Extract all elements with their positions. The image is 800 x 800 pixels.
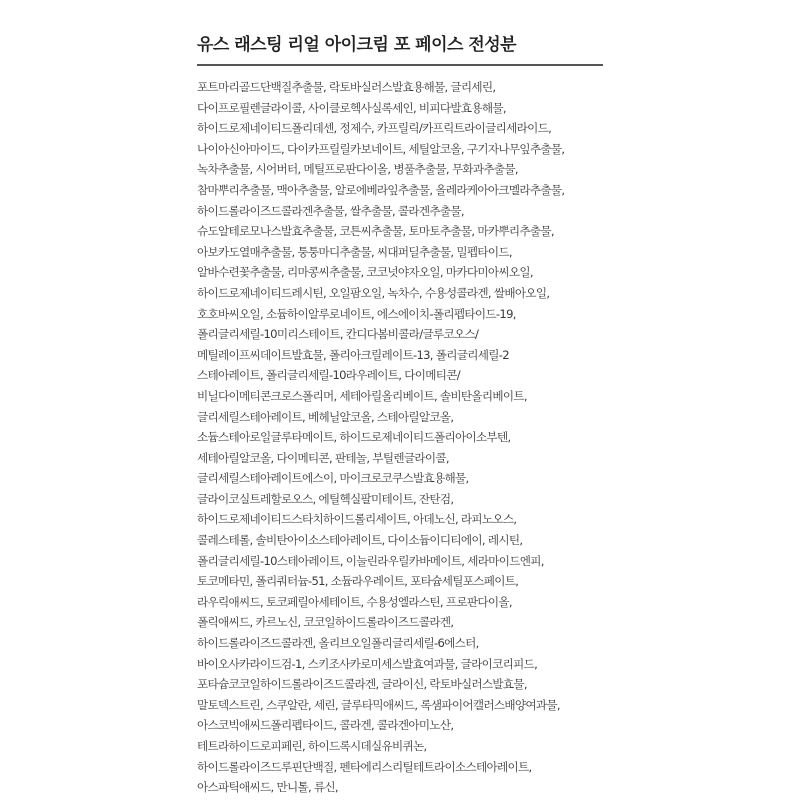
- ingredient-line: 알바수련꽃추출물, 리마콩씨추출물, 코코넛야자오일, 마카다미아씨오일,: [197, 265, 533, 280]
- ingredient-line: 슈도알테로모나스발효추출물, 코튼씨추출물, 토마토추출물, 마카뿌리추출물,: [197, 224, 554, 239]
- ingredient-line: 포트마리골드단백질추출물, 락토바실러스발효용해물, 글리세린,: [197, 80, 496, 94]
- ingredient-line: 글리세릴스테아레이트에스이, 마이크로코쿠스발효용해물,: [197, 471, 469, 486]
- ingredient-line: 참마뿌리추출물, 맥아추출물, 알로에베라잎추출물, 올레라케아아크멜라추출물,: [197, 182, 565, 197]
- ingredient-line: 하이드롤라이즈드루핀단백질, 펜타에리스리틸테트라이소스테아레이트,: [197, 759, 532, 774]
- ingredient-line: 바이오사카라이드검-1, 스키조사카로미세스발효여과물, 글라이코리피드,: [197, 656, 538, 671]
- ingredient-line: 글리세릴스테아레이트, 베헤닐알코올, 스테아릴알코올,: [197, 409, 454, 424]
- ingredient-line: 폴리글리세릴-10스테아레이트, 이눌린라우릴카바메이트, 세라마이드엔피,: [197, 553, 544, 568]
- ingredient-line: 테트라하이드로피페린, 하이드록시데실유비퀴논,: [197, 739, 427, 753]
- ingredient-line: 하이드롤라이즈드콜라겐추출물, 쌀추출물, 콜라겐추출물,: [197, 203, 464, 218]
- ingredient-line: 폴리글리세릴-10미리스테이트, 칸디다봄비콜라/글루코오스/: [197, 327, 479, 342]
- ingredient-line: 비닐다이메티콘크로스폴리머, 세테아릴올리베이트, 솔비탄올리베이트,: [197, 388, 527, 403]
- ingredient-line: 포타슘코코일하이드롤라이즈드콜라겐, 글라이신, 락토바실러스발효물,: [197, 677, 527, 692]
- ingredient-line: 스테아레이트, 폴리글리세릴-10라우레이트, 다이메티콘/: [197, 368, 460, 383]
- ingredient-line: 아보카도열매추출물, 퉁퉁마디추출물, 씨대퍼딜추출물, 밀펩타이드,: [197, 244, 512, 259]
- ingredient-line: 콜레스테롤, 솔비탄아이소스테아레이트, 다이소듐이디티에이, 레시틴,: [197, 533, 523, 548]
- ingredient-line: 소듐스테아로일글루타메이트, 하이드로제네이티드폴리아이소부텐,: [197, 430, 511, 445]
- ingredient-line: 하이드로제네이티드스타치하이드롤리세이트, 아데노신, 라피노오스,: [197, 512, 517, 527]
- ingredient-line: 하이드로제네이티드레시틴, 오일팜오일, 녹차수, 수용성콜라겐, 쌀배아오일,: [197, 285, 550, 300]
- title-divider: [197, 64, 603, 66]
- ingredient-line: 호호바씨오일, 소듐하이알루로네이트, 에스에이치-폴리펩타이드-19,: [197, 306, 516, 321]
- ingredient-line: 메틸레이프씨데이트발효물, 폴리아크릴레이트-13, 폴리글리세릴-2: [197, 347, 509, 362]
- ingredient-list: [197, 77, 617, 798]
- ingredient-line: 아스파틱애씨드, 만니톨, 류신,: [197, 780, 338, 795]
- ingredient-line: 글라이코실트레할로오스, 에틸헥실팔미테이트, 잔탄검,: [197, 491, 454, 506]
- ingredient-line: 하이드롤라이즈드콜라겐, 올리브오일폴리글리세릴-6에스터,: [197, 636, 479, 651]
- page-title: 유스 래스팅 리얼 아이크림 포 페이스 전성분: [197, 35, 517, 55]
- ingredient-line: 아스코빅애씨드폴리펩타이드, 콜라겐, 콜라겐아미노산,: [197, 718, 454, 733]
- ingredient-line: 말토덱스트린, 스쿠알란, 세린, 글루타믹애씨드, 록샘파이어캘러스배양여과물,: [197, 697, 560, 712]
- ingredient-line: 녹차추출물, 시어버터, 메틸프로판다이올, 병풀추출물, 무화과추출물,: [197, 162, 518, 177]
- ingredient-line: 폴릭애씨드, 카르노신, 코코일하이드롤라이즈드콜라겐,: [197, 615, 454, 630]
- ingredient-line: 세테아릴알코올, 다이메티콘, 판테놀, 부틸렌글라이콜,: [197, 450, 449, 465]
- ingredient-line: 하이드로제네이티드폴리데센, 정제수, 카프릴릭/카프릭트라이글리세라이드,: [197, 121, 552, 136]
- ingredient-line: 라우릭애씨드, 토코페릴아세테이트, 수용성엘라스틴, 프로판다이올,: [197, 594, 512, 609]
- ingredient-line: 토코메타민, 폴리쿼터늄-51, 소듐라우레이트, 포타슘세틸포스페이트,: [197, 574, 519, 589]
- ingredient-line: 나이아신아마이드, 다이카프릴릴카보네이트, 세틸알코올, 구기자나무잎추출물,: [197, 141, 565, 156]
- ingredient-line: 다이프로필렌글라이콜, 사이클로헥사실록세인, 비피다발효용해물,: [197, 100, 506, 115]
